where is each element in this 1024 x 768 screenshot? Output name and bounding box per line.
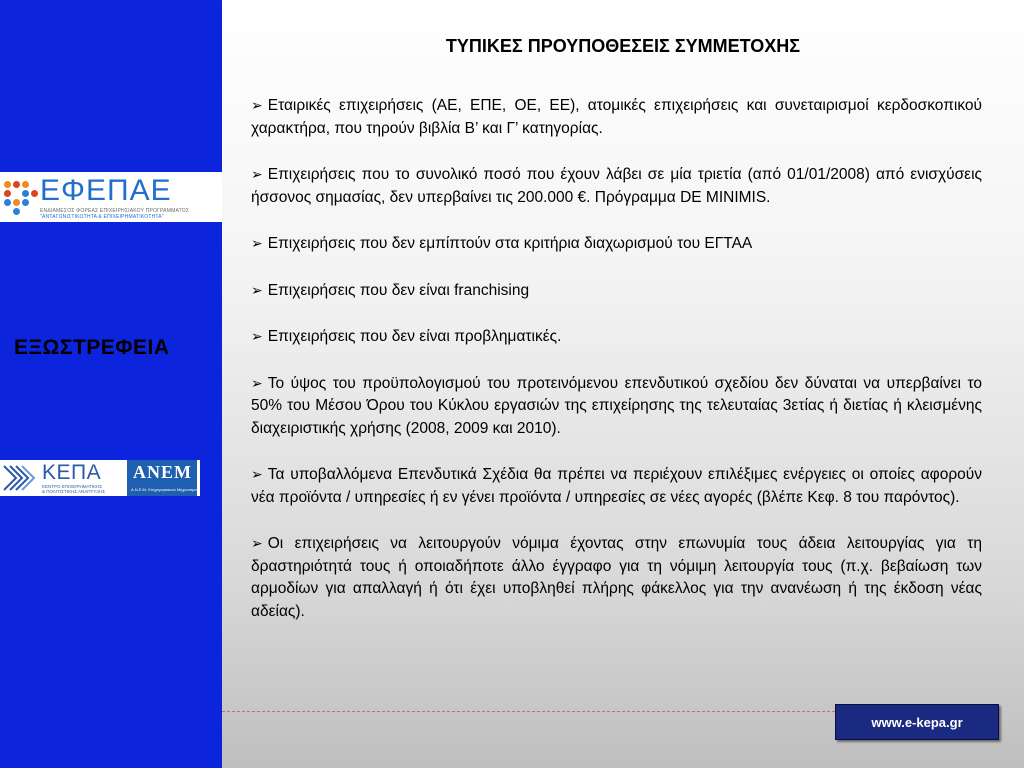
list-item xyxy=(251,94,982,140)
arrow-bullet-icon: ➢ xyxy=(251,328,263,344)
list-item-text: Επιχειρήσεις που δεν είναι προβληματικές. xyxy=(267,328,562,345)
anem-logo xyxy=(127,460,197,496)
arrow-bullet-icon: ➢ xyxy=(251,97,263,113)
list-item xyxy=(251,532,982,623)
website-link[interactable]: www.e-kepa.gr xyxy=(835,704,999,740)
arrow-bullet-icon: ➢ xyxy=(251,374,263,391)
footer-divider xyxy=(222,711,835,712)
efepae-logo-word: ΕΦΕΠΑΕ xyxy=(40,174,172,207)
anem-logo-line1: Α.Ν.Ε.Μ. Επιχειρησιακού Μηχανισμού xyxy=(131,487,199,492)
list-item xyxy=(251,325,982,349)
kepa-logo-word: ΚΕΠΑ xyxy=(42,461,102,484)
sidebar xyxy=(0,0,222,768)
list-item-text: Επιχειρήσεις που δεν εμπίπτούν στα κριτήρια διαχωρισμού του ΕΓΤΑΑ xyxy=(267,235,753,252)
efepae-logo-line1: ΕΝΔΙΑΜΕΣΟΣ ΦΟΡΕΑΣ ΕΠΙΧΕΙΡΗΣΙΑΚΟΥ ΠΡΟΓΡΑΜΜΑΤΟΣ xyxy=(40,208,190,214)
list-item-text: Επιχειρήσεις που δεν είναι franchising xyxy=(267,281,530,299)
efepae-logo-line2: "ΑΝΤΑΓΩΝΙΣΤΙΚΟΤΗΤΑ & ΕΠΙΧΕΙΡΗΜΑΤΙΚΟΤΗΤΑ" xyxy=(40,214,164,220)
kepa-logo xyxy=(0,460,122,496)
list-item xyxy=(251,163,982,209)
efepae-dots-icon xyxy=(4,181,38,215)
kepa-logo-line2: & ΠΟΛΙΤΙΣΤΙΚΗΣ ΑΝΑΠΤΥΞΗΣ xyxy=(42,489,106,494)
arrow-bullet-icon: ➢ xyxy=(251,535,263,551)
requirements-list xyxy=(251,94,982,646)
partner-logos xyxy=(0,460,200,496)
anem-logo-word: ΑΝΕΜ xyxy=(133,462,192,482)
list-item xyxy=(251,463,982,509)
list-item-text: Οι επιχειρήσεις να λειτουργούν νόμιμα έχοντας στην επωνυμία τους άδεια λειτουργίας για τη δραστηριότητά τους ή οποιαδήποτε άλλο έγγραφο για τη νόμιμη λειτουργία τους (π.χ. βεβαίωση των αρμοδίων για απαλλαγή ή ότι έχει υποβληθεί πλήρης φάκελλος για την ανανέωση ή της έκδοση νέας αδείας). xyxy=(251,535,982,620)
list-item xyxy=(251,372,982,441)
page-title: ΤΥΠΙΚΕΣ ΠΡΟΥΠΟΘΕΣΕΙΣ ΣΥΜΜΕΤΟΧΗΣ xyxy=(445,36,801,56)
list-item-text: Το ύψος του προϋπολογισμού του προτεινόμενου επενδυτικού σχεδίου δεν δύναται να υπερβαίνει το 50% του Μέσου Όρου του Κύκλου εργασιών της επιχείρησης της τελευταίας 3ετίας ή διετίας ή κλεισμένης διαχειριστικής χρήσης (2008, 2009 και 2010). xyxy=(251,374,982,437)
list-item xyxy=(251,279,982,303)
list-item-text: Επιχειρήσεις που το συνολικό ποσό που έχουν λάβει σε μία τριετία (από 01/01/2008) από ενισχύσεις ήσσονος σημασίας, δεν υπερβαίνει τις 200.000 €. Πρόγραμμα DE MINIMIS. xyxy=(251,166,982,206)
efepae-logo xyxy=(0,172,222,222)
section-title: ΕΞΩΣΤΡΕΦΕΙΑ xyxy=(14,336,170,359)
arrow-bullet-icon: ➢ xyxy=(251,466,263,482)
list-item xyxy=(251,232,982,256)
kepa-logo-line1: ΚΕΝΤΡΟ ΕΠΙΧΕΙΡΗΜΑΤΙΚΗΣ xyxy=(42,484,103,489)
list-item-text: Εταιρικές επιχειρήσεις (ΑΕ, ΕΠΕ, ΟΕ, ΕΕ), ατομικές επιχειρήσεις και συνεταιρισμοί κερδοσκοπικού χαρακτήρα, που τηρούν βιβλία Β’ και Γ’ κατηγορίας. xyxy=(251,97,982,137)
list-item-text: Τα υποβαλλόμενα Επενδυτικά Σχέδια θα πρέπει να περιέχουν επιλέξιμες ενέργειες οι οποίες αφορούν νέα προϊόντα / υπηρεσίες ή εν γένει προϊόντα / υπηρεσίες σε νέες αγορές (βλέπε Κεφ. 8 του παρόντος). xyxy=(251,466,982,506)
arrow-bullet-icon: ➢ xyxy=(251,281,263,298)
arrow-bullet-icon: ➢ xyxy=(251,235,263,251)
kepa-mark-icon xyxy=(2,462,38,494)
arrow-bullet-icon: ➢ xyxy=(251,166,263,182)
